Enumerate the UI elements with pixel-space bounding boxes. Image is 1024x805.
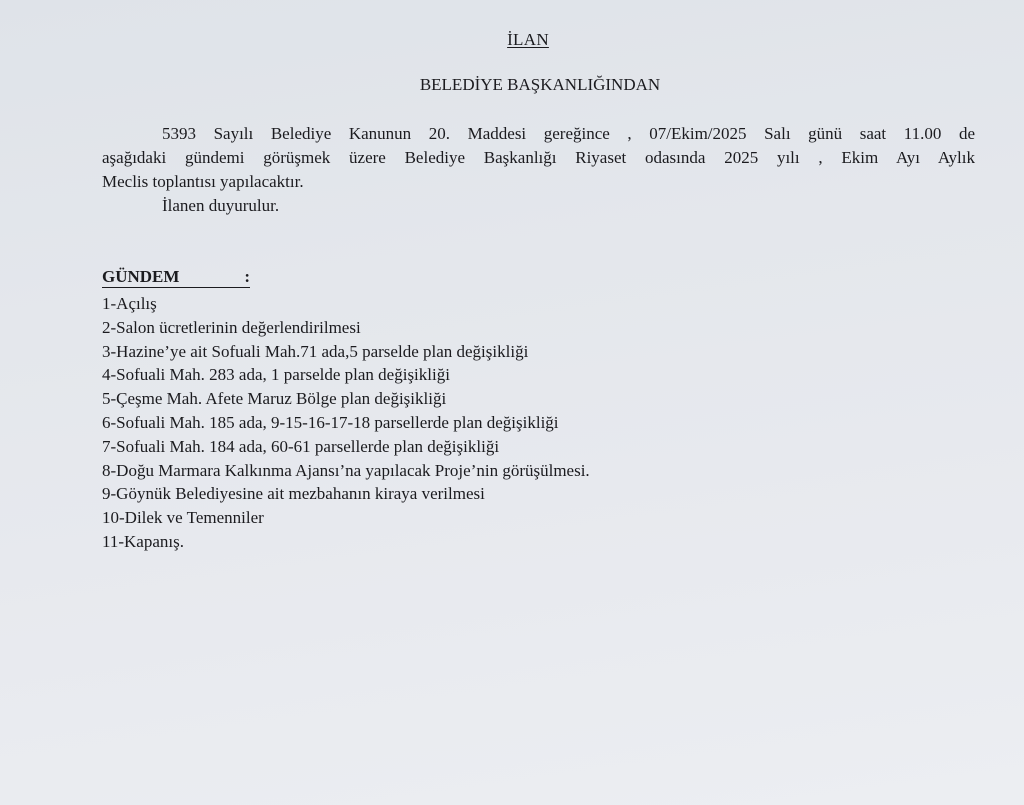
agenda-heading-label: GÜNDEM [102, 267, 180, 286]
agenda-item: 5-Çeşme Mah. Afete Maruz Bölge plan değişikliği [102, 389, 447, 409]
agenda-item: 3-Hazine’ye ait Sofuali Mah.71 ada,5 parselde plan değişikliği [102, 341, 529, 361]
agenda-item: 10-Dilek ve Temenniler [102, 508, 264, 528]
agenda-section [102, 265, 590, 554]
agenda-heading [102, 267, 250, 288]
agenda-item: 8-Doğu Marmara Kalkınma Ajansı’na yapılacak Proje’nin görüşülmesi. [102, 460, 590, 480]
notice-title-text: İLAN [507, 30, 549, 49]
agenda-item: 9-Göynük Belediyesine ait mezbahanın kiraya verilmesi [102, 484, 485, 504]
agenda-item: 6-Sofuali Mah. 185 ada, 9-15-16-17-18 parsellerde plan değişikliği [102, 412, 559, 432]
issuer-heading [0, 75, 1024, 95]
agenda-item: 11-Kapanış. [102, 531, 184, 551]
agenda-item: 7-Sofuali Mah. 184 ada, 60-61 parsellerde plan değişikliği [102, 436, 500, 456]
agenda-item: 1-Açılış [102, 294, 157, 313]
paragraph-line-1: 5393 Sayılı Belediye Kanunun 20. Maddesi gereğince , 07/Ekim/2025 Salı günü saat 11.00 de [162, 124, 975, 143]
agenda-item: 2-Salon ücretlerinin değerlendirilmesi [102, 317, 361, 337]
agenda-list [102, 292, 590, 554]
closing-line: İlanen duyurulur. [162, 196, 280, 215]
agenda-item: 4-Sofuali Mah. 283 ada, 1 parselde plan değişikliği [102, 365, 450, 385]
notice-title [0, 30, 1024, 50]
paragraph-line-3: Meclis toplantısı yapılacaktır. [102, 172, 304, 191]
announcement-paragraph [102, 122, 975, 218]
paragraph-line-2: aşağıdaki gündemi görüşmek üzere Belediye Başkanlığı Riyaset odasında 2025 yılı , Ekim Ayı Aylık [102, 148, 975, 167]
issuer-heading-text: BELEDİYE BAŞKANLIĞINDAN [419, 75, 661, 94]
agenda-heading-colon: : [244, 267, 250, 286]
